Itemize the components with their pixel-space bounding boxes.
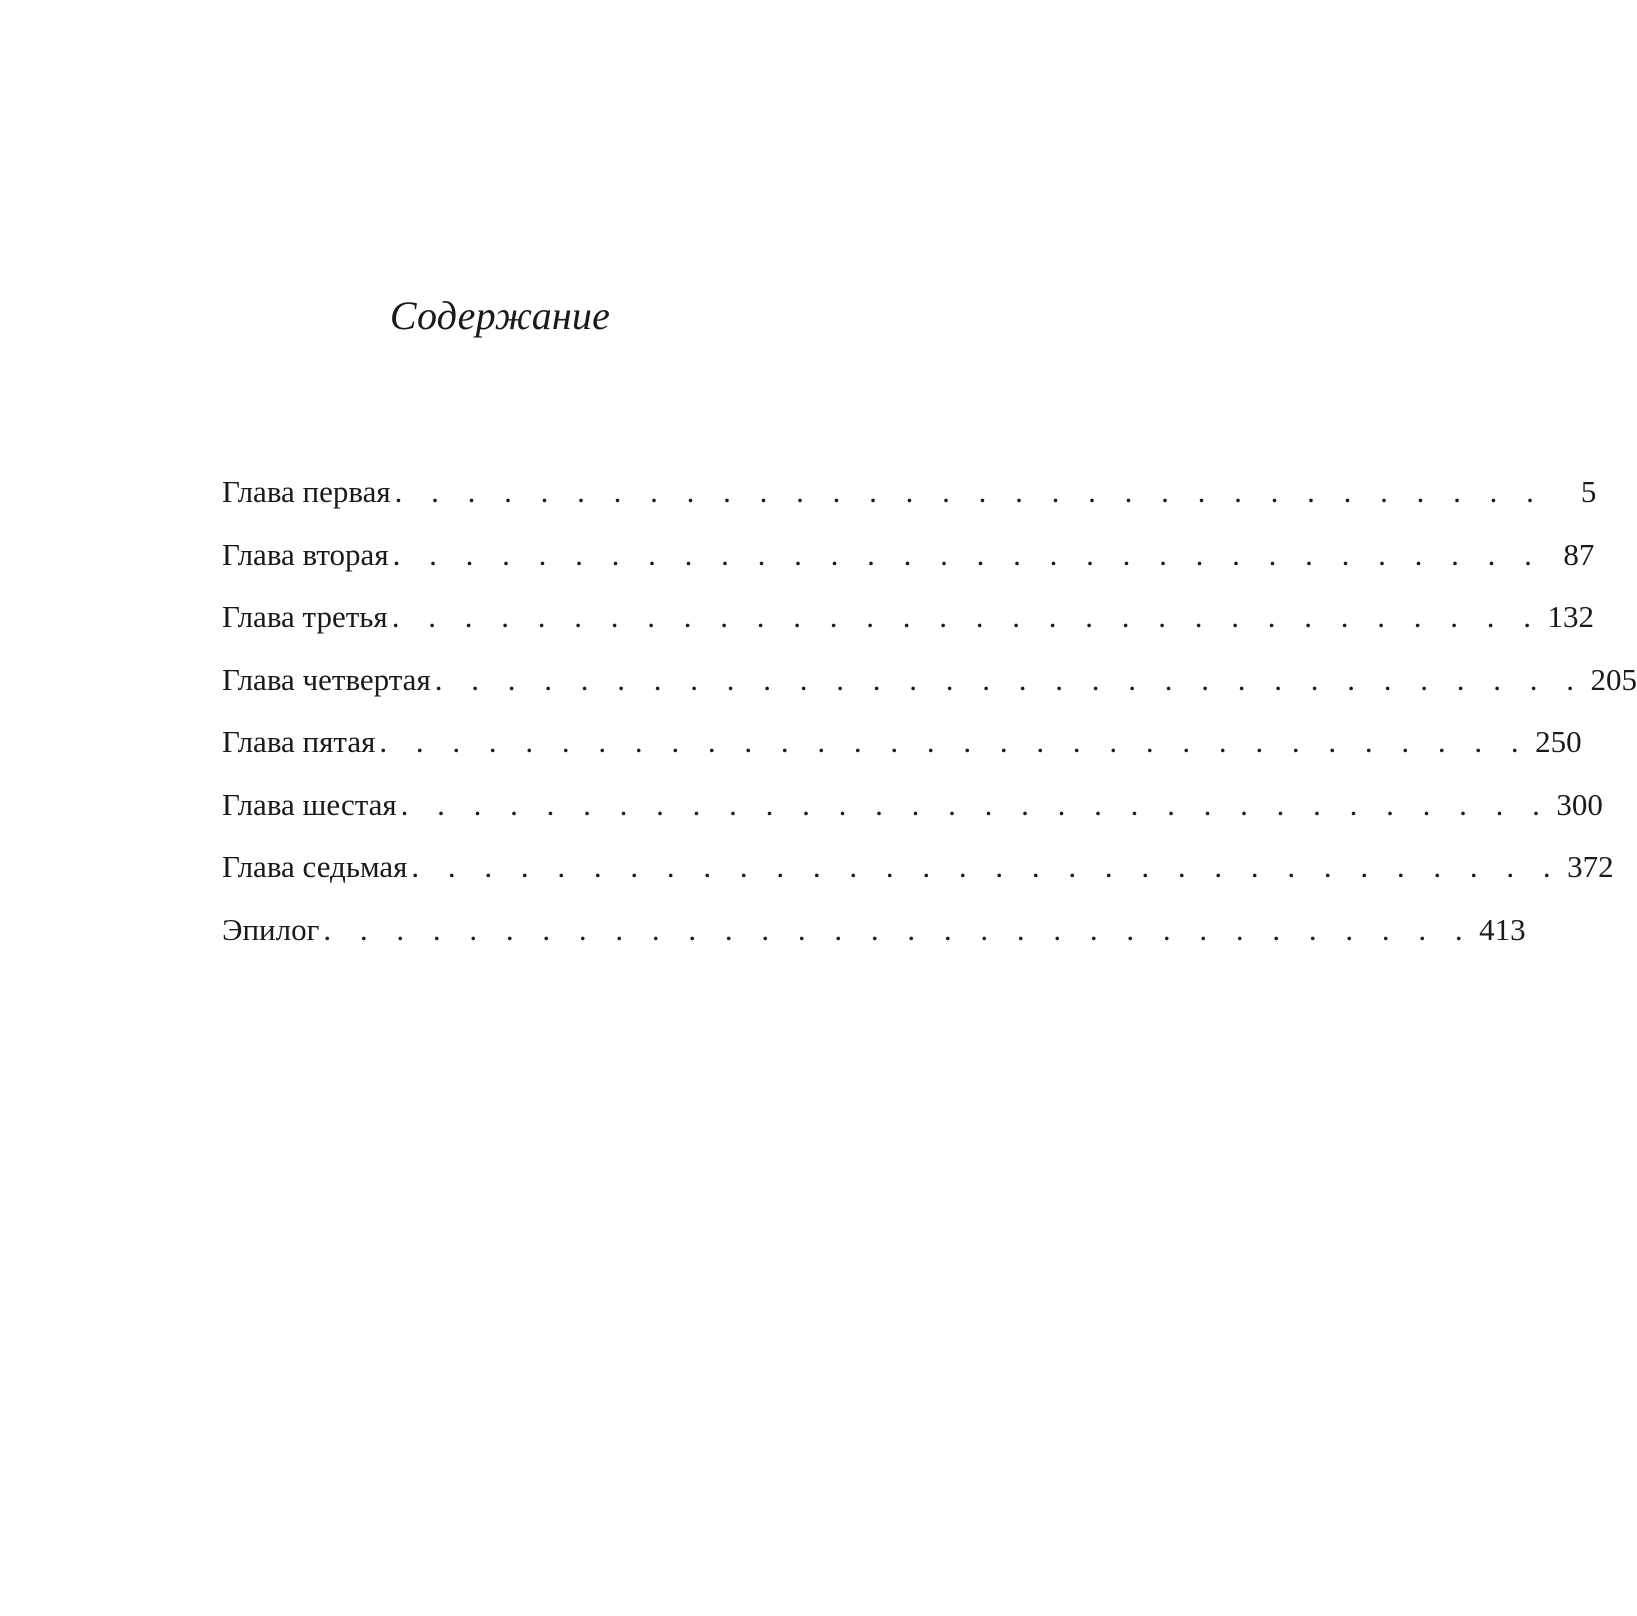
toc-entry-label: Глава вторая [222, 535, 393, 575]
toc-entry[interactable] [222, 597, 1594, 660]
toc-entry-label: Глава шестая [222, 785, 401, 825]
toc-entry[interactable] [222, 785, 1603, 848]
toc-entry[interactable] [222, 660, 1637, 723]
toc-entry-label: Глава четвертая [222, 660, 435, 700]
toc-entry[interactable] [222, 472, 1597, 535]
toc-entry-page-number: 132 [1547, 599, 1594, 634]
toc-entry-label: Эпилог [222, 910, 323, 950]
dot-leader: . . . . . . . . . . . . . . . . . . . . . . . . . . . . . . . . [379, 724, 1530, 759]
toc-entry-page-number: 250 [1535, 724, 1582, 759]
dot-leader: . . . . . . . . . . . . . . . . . . . . . . . . . . . . . . . . [394, 474, 1545, 509]
dot-leader: . . . . . . . . . . . . . . . . . . . . . . . . . . . . . . . . [434, 661, 1585, 697]
toc-entry-page-number: 5 [1580, 474, 1597, 509]
toc-entry-label: Глава пятая [222, 722, 379, 762]
table-of-contents [222, 472, 1637, 972]
toc-entry[interactable] [222, 722, 1582, 785]
toc-entry-page-number: 300 [1556, 786, 1603, 822]
toc-entry[interactable] [222, 535, 1595, 598]
toc-entry[interactable] [222, 847, 1614, 910]
dot-leader: . . . . . . . . . . . . . . . . . . . . . . . . . . . . . . . . [391, 599, 1542, 634]
dot-leader: . . . . . . . . . . . . . . . . . . . . . . . . . . . . . . . . [400, 786, 1551, 822]
toc-entry[interactable] [222, 910, 1526, 973]
toc-entry-page-number: 372 [1567, 849, 1614, 884]
dot-leader: . . . . . . . . . . . . . . . . . . . . . . . . . . . . . . . . [323, 911, 1474, 947]
toc-entry-label: Глава третья [222, 597, 392, 637]
toc-entry-page-number: 87 [1563, 536, 1595, 572]
toc-entry-label: Глава седьмая [222, 847, 411, 887]
dot-leader: . . . . . . . . . . . . . . . . . . . . . . . . . . . . . . . . [392, 536, 1543, 572]
toc-entry-page-number: 413 [1479, 911, 1526, 947]
page-title: Содержание [389, 293, 611, 338]
toc-entry-label: Глава первая [222, 472, 395, 512]
toc-entry-page-number: 205 [1590, 661, 1637, 697]
dot-leader: . . . . . . . . . . . . . . . . . . . . . . . . . . . . . . . . [411, 849, 1562, 884]
